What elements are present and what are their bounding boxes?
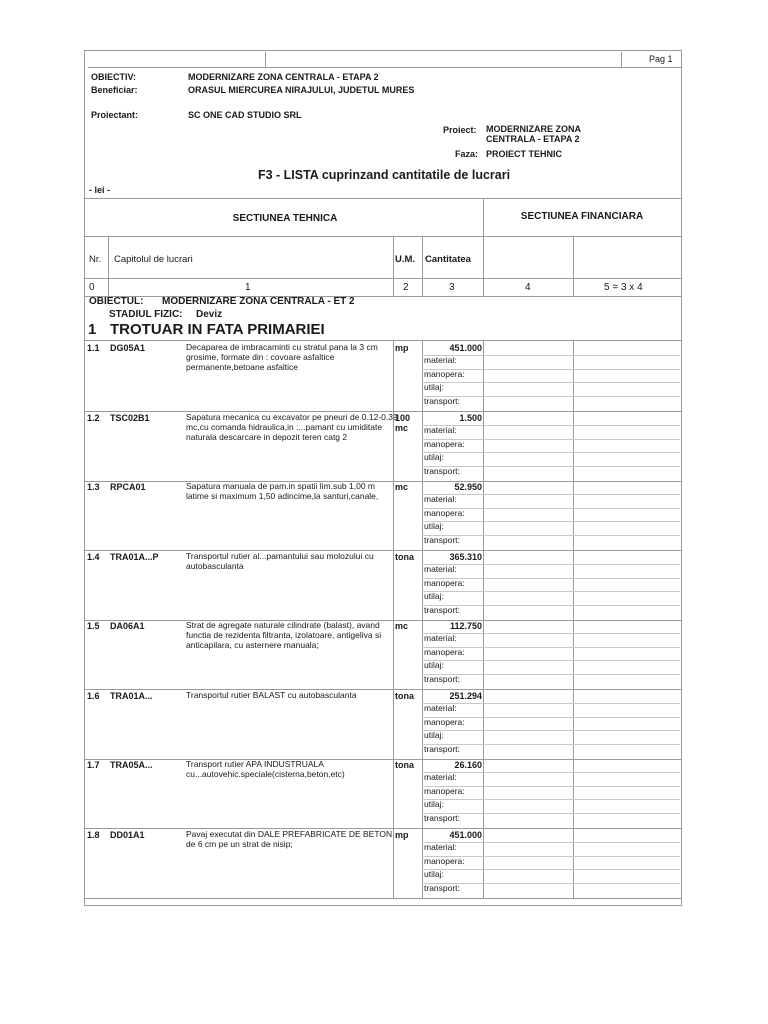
proiect-label: Proiect: [443, 125, 477, 135]
cost-component-label: utilaj: [424, 660, 444, 670]
item-unit: tona [395, 552, 414, 562]
item-unit: mp [395, 343, 409, 353]
col-line [573, 480, 574, 550]
item-description: Decaparea de imbracaminti cu stratul pana la 3 cm grosime, formate din : covoare asfaltice permanente,betoane asfaltice [186, 342, 378, 372]
sub-row-line [422, 869, 680, 870]
cost-component-label: manopera: [424, 578, 465, 588]
cost-component-label: utilaj: [424, 730, 444, 740]
cost-component-label: manopera: [424, 647, 465, 657]
cost-component-label: transport: [424, 535, 460, 545]
proiectant-label: Proiectant: [91, 110, 139, 120]
sub-row-line [422, 674, 680, 675]
item-unit: tona [395, 760, 414, 770]
sub-row-line [422, 578, 680, 579]
obiect-label: OBIECTUL: [89, 296, 144, 307]
item-description: Pavaj executat din DALE PREFABRICATE DE BETON de 6 cm pe un strat de nisip; [186, 829, 393, 849]
obiect-value: MODERNIZARE ZONA CENTRALA - ET 2 [162, 296, 355, 307]
top-strip-divider [265, 52, 266, 67]
cost-component-label: transport: [424, 674, 460, 684]
cost-component-label: utilaj: [424, 382, 444, 392]
col-cantitate-header: Cantitatea [425, 254, 471, 265]
item-quantity: 52.950 [454, 482, 482, 492]
chapter-bottom-line [84, 340, 682, 341]
sub-row-line [422, 813, 680, 814]
col-um-header: U.M. [395, 254, 416, 265]
cost-component-label: material: [424, 772, 457, 782]
colnum-4: 4 [525, 282, 531, 293]
item-code: TRA01A...P [110, 552, 159, 562]
item-quantity: 451.000 [449, 830, 482, 840]
sub-row-line [422, 355, 680, 356]
cost-component-label: utilaj: [424, 591, 444, 601]
item-number: 1.3 [87, 482, 100, 492]
sub-row-line [422, 647, 680, 648]
sub-row-line [422, 786, 680, 787]
cost-component-label: utilaj: [424, 452, 444, 462]
item-number: 1.4 [87, 552, 100, 562]
colnum-1: 1 [245, 282, 251, 293]
cost-component-label: manopera: [424, 508, 465, 518]
cost-component-label: transport: [424, 466, 460, 476]
item-description: Sapatura mecanica cu excavator pe pneuri de 0.12-0.39 mc,cu comanda hidraulica,in :...pamant cu umiditate naturala descarcare in depozit teren catg 2 [186, 412, 398, 442]
item-number: 1.8 [87, 830, 100, 840]
sub-row-line [422, 772, 680, 773]
sub-row-line [422, 799, 680, 800]
top-strip-divider [621, 52, 622, 67]
item-description: Transport rutier APA INDUSTRUALA cu...autovehic.speciale(cisterna,beton.etc) [186, 759, 345, 779]
item-unit: tona [395, 691, 414, 701]
colnum-2: 2 [403, 282, 409, 293]
chapter-title: TROTUAR IN FATA PRIMARIEI [110, 321, 325, 338]
colnum-3: 3 [449, 282, 455, 293]
col-line [393, 341, 394, 411]
cost-component-label: transport: [424, 605, 460, 615]
colnum-5: 5 = 3 x 4 [604, 282, 643, 293]
item-quantity: 251.294 [449, 691, 482, 701]
item-code: TSC02B1 [110, 413, 150, 423]
table-top-line [84, 198, 682, 199]
sub-row-line [422, 439, 680, 440]
item-number: 1.2 [87, 413, 100, 423]
item-code: RPCA01 [110, 482, 146, 492]
col-line [393, 828, 394, 898]
col-line [573, 619, 574, 689]
sub-row-line [422, 591, 680, 592]
document-title: F3 - LISTA cuprinzand cantitatile de lucrari [257, 168, 511, 182]
col-line [483, 236, 484, 296]
sub-row-line [422, 564, 680, 565]
cost-component-label: manopera: [424, 439, 465, 449]
sub-row-line [422, 369, 680, 370]
sub-row-line [422, 508, 680, 509]
item-number: 1.5 [87, 621, 100, 631]
col-line [393, 411, 394, 481]
col-nr-header: Nr. [89, 254, 102, 265]
col-line [422, 236, 423, 296]
sub-row-line [422, 660, 680, 661]
cost-component-label: material: [424, 633, 457, 643]
beneficiar-value: ORASUL MIERCUREA NIRAJULUI, JUDETUL MURES [188, 85, 415, 95]
chapter-number: 1 [88, 321, 97, 338]
colnum-0: 0 [89, 282, 95, 293]
item-description: Strat de agregate naturale cilindrate (balast), avand functia de rezidenta filtranta, izolatoare, antigeliva si anticapilara, cu asternere manuala; [186, 620, 382, 650]
cost-component-label: transport: [424, 396, 460, 406]
stadiu-value: Deviz [196, 309, 223, 320]
cost-component-label: utilaj: [424, 799, 444, 809]
item-code: DG05A1 [110, 343, 146, 353]
cost-component-label: transport: [424, 744, 460, 754]
cost-component-label: material: [424, 425, 457, 435]
col-line [422, 689, 423, 759]
item-quantity: 1.500 [459, 413, 482, 423]
sub-row-line [422, 466, 680, 467]
obiectiv-value: MODERNIZARE ZONA CENTRALA - ETAPA 2 [188, 72, 379, 82]
item-unit: mp [395, 830, 409, 840]
col-line [573, 550, 574, 620]
col-line [483, 828, 484, 898]
item-unit: mc [395, 621, 409, 631]
cost-component-label: material: [424, 494, 457, 504]
col-line [573, 758, 574, 828]
faza-label: Faza: [455, 149, 479, 159]
sub-row-line [422, 730, 680, 731]
col-line [422, 619, 423, 689]
sub-row-line [422, 452, 680, 453]
col-line [483, 480, 484, 550]
col-line [422, 341, 423, 411]
item-description: Sapatura manuala de pam.in spatii lim.sub 1,00 m latime si maximum 1,50 adincime,la santuri,canale, [186, 481, 379, 501]
sub-row-line [422, 425, 680, 426]
cost-component-label: manopera: [424, 369, 465, 379]
item-quantity: 451.000 [449, 343, 482, 353]
beneficiar-label: Beneficiar: [91, 85, 138, 95]
col-line [483, 341, 484, 411]
section-divider [483, 198, 484, 236]
sub-row-line [422, 842, 680, 843]
col-line [573, 411, 574, 481]
sub-row-line [422, 535, 680, 536]
sub-row-line [422, 605, 680, 606]
item-code: TRA05A... [110, 760, 153, 770]
item-quantity: 365.310 [449, 552, 482, 562]
col-line [422, 411, 423, 481]
col-line [422, 758, 423, 828]
section-tehnica-header: SECTIUNEA TEHNICA [232, 213, 338, 224]
sub-row-line [422, 856, 680, 857]
item-code: TRA01A... [110, 691, 153, 701]
col-line [393, 689, 394, 759]
item-description: Transportul rutier al...pamantului sau molozului cu autobasculanta [186, 551, 374, 571]
col-line [483, 689, 484, 759]
section-financiara-header: SECTIUNEA FINANCIARA [520, 211, 644, 222]
header-divider-line [84, 236, 682, 237]
item-code: DD01A1 [110, 830, 145, 840]
col-line [393, 758, 394, 828]
col-line [422, 550, 423, 620]
proiect-value: MODERNIZARE ZONA CENTRALA - ETAPA 2 [486, 124, 581, 144]
cost-component-label: manopera: [424, 717, 465, 727]
cost-component-label: manopera: [424, 786, 465, 796]
col-line [108, 236, 109, 296]
colnum-top-line [84, 278, 682, 279]
item-number: 1.1 [87, 343, 100, 353]
cost-component-label: manopera: [424, 856, 465, 866]
sub-row-line [422, 521, 680, 522]
col-line [393, 236, 394, 296]
col-capitol-header: Capitolul de lucrari [114, 254, 193, 265]
item-quantity: 112.750 [449, 621, 482, 631]
sub-row-line [422, 396, 680, 397]
item-unit: 100 mc [395, 413, 411, 433]
sub-row-line [422, 494, 680, 495]
sub-row-line [422, 633, 680, 634]
col-line [483, 411, 484, 481]
col-line [573, 341, 574, 411]
cost-component-label: utilaj: [424, 869, 444, 879]
col-line [483, 758, 484, 828]
stadiu-label: STADIUL FIZIC: [109, 309, 183, 320]
col-line [573, 236, 574, 296]
col-line [422, 828, 423, 898]
sub-row-line [422, 744, 680, 745]
sub-row-line [422, 883, 680, 884]
cost-component-label: material: [424, 703, 457, 713]
cost-component-label: transport: [424, 883, 460, 893]
col-line [393, 619, 394, 689]
cost-component-label: material: [424, 564, 457, 574]
cost-component-label: utilaj: [424, 521, 444, 531]
proiectant-value: SC ONE CAD STUDIO SRL [188, 110, 302, 120]
col-line [483, 619, 484, 689]
top-strip-line [88, 67, 682, 68]
col-line [483, 550, 484, 620]
cost-component-label: material: [424, 842, 457, 852]
obiectiv-label: OBIECTIV: [91, 72, 137, 82]
col-line [422, 480, 423, 550]
col-line [573, 828, 574, 898]
item-description: Transportul rutier BALAST cu autobasculanta [186, 690, 357, 700]
item-unit: mc [395, 482, 409, 492]
cost-component-label: transport: [424, 813, 460, 823]
item-row-divider [84, 898, 682, 899]
col-line [393, 550, 394, 620]
col-line [573, 689, 574, 759]
sub-row-line [422, 703, 680, 704]
item-code: DA06A1 [110, 621, 145, 631]
item-number: 1.7 [87, 760, 100, 770]
item-quantity: 26.160 [454, 760, 482, 770]
cost-component-label: material: [424, 355, 457, 365]
page-number: Pag 1 [649, 54, 673, 64]
faza-value: PROIECT TEHNIC [486, 149, 563, 159]
col-line [393, 480, 394, 550]
currency-label: - lei - [89, 185, 111, 195]
sub-row-line [422, 382, 680, 383]
sub-row-line [422, 717, 680, 718]
item-number: 1.6 [87, 691, 100, 701]
